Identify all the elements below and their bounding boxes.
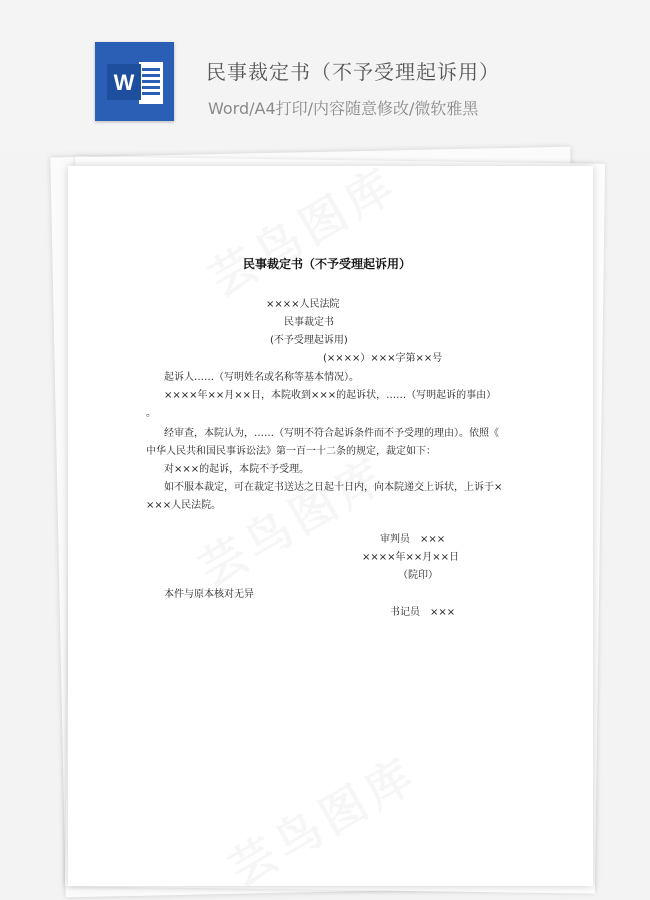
watermark — [195, 148, 408, 309]
clerk-signature: 书记员 ××× — [390, 607, 456, 618]
word-icon-letter: W — [113, 70, 135, 95]
verification-line: 本件与原本核对无异 — [164, 589, 254, 600]
appeal-line-2: ×××人民法院。 — [146, 500, 222, 511]
court-seal: （院印） — [398, 570, 438, 581]
word-document-icon — [95, 42, 174, 121]
case-number: (××××）×××字第××号 — [323, 353, 443, 364]
header-banner — [0, 0, 650, 150]
reason-line-2: 中华人民共和国民事诉讼法》第一百一十二条的规定，裁定如下： — [146, 446, 436, 457]
received-line-end: 。 — [146, 408, 156, 419]
document-subtype: (不予受理起诉用) — [270, 335, 348, 346]
plaintiff-line: 起诉人……（写明姓名或名称等基本情况）。 — [164, 372, 359, 383]
watermark — [185, 438, 398, 599]
reason-line-1: 经审查，本院认为，……（写明不符合起诉条件而不予受理的理由）。依照《 — [164, 428, 499, 439]
page-title: 民事裁定书（不予受理起诉用） — [206, 60, 500, 84]
watermark — [215, 738, 428, 899]
document-type: 民事裁定书 — [284, 317, 334, 328]
appeal-line-1: 如不服本裁定，可在裁定书送达之日起十日内，向本院递交上诉状，上诉于× — [164, 482, 503, 493]
court-name: ××××人民法院 — [266, 299, 340, 310]
received-line: ××××年××月××日，本院收到×××的起诉状，……（写明起诉的事由） — [164, 390, 497, 401]
document-title: 民事裁定书（不予受理起诉用） — [243, 257, 412, 271]
ruling-date: ××××年××月××日 — [362, 552, 460, 563]
ruling-line: 对×××的起诉，本院不予受理。 — [164, 464, 310, 475]
page-subtitle: Word/A4打印/内容随意修改/微软雅黑 — [208, 99, 479, 118]
judge-signature: 审判员 ××× — [380, 534, 446, 545]
document-page — [68, 166, 593, 886]
